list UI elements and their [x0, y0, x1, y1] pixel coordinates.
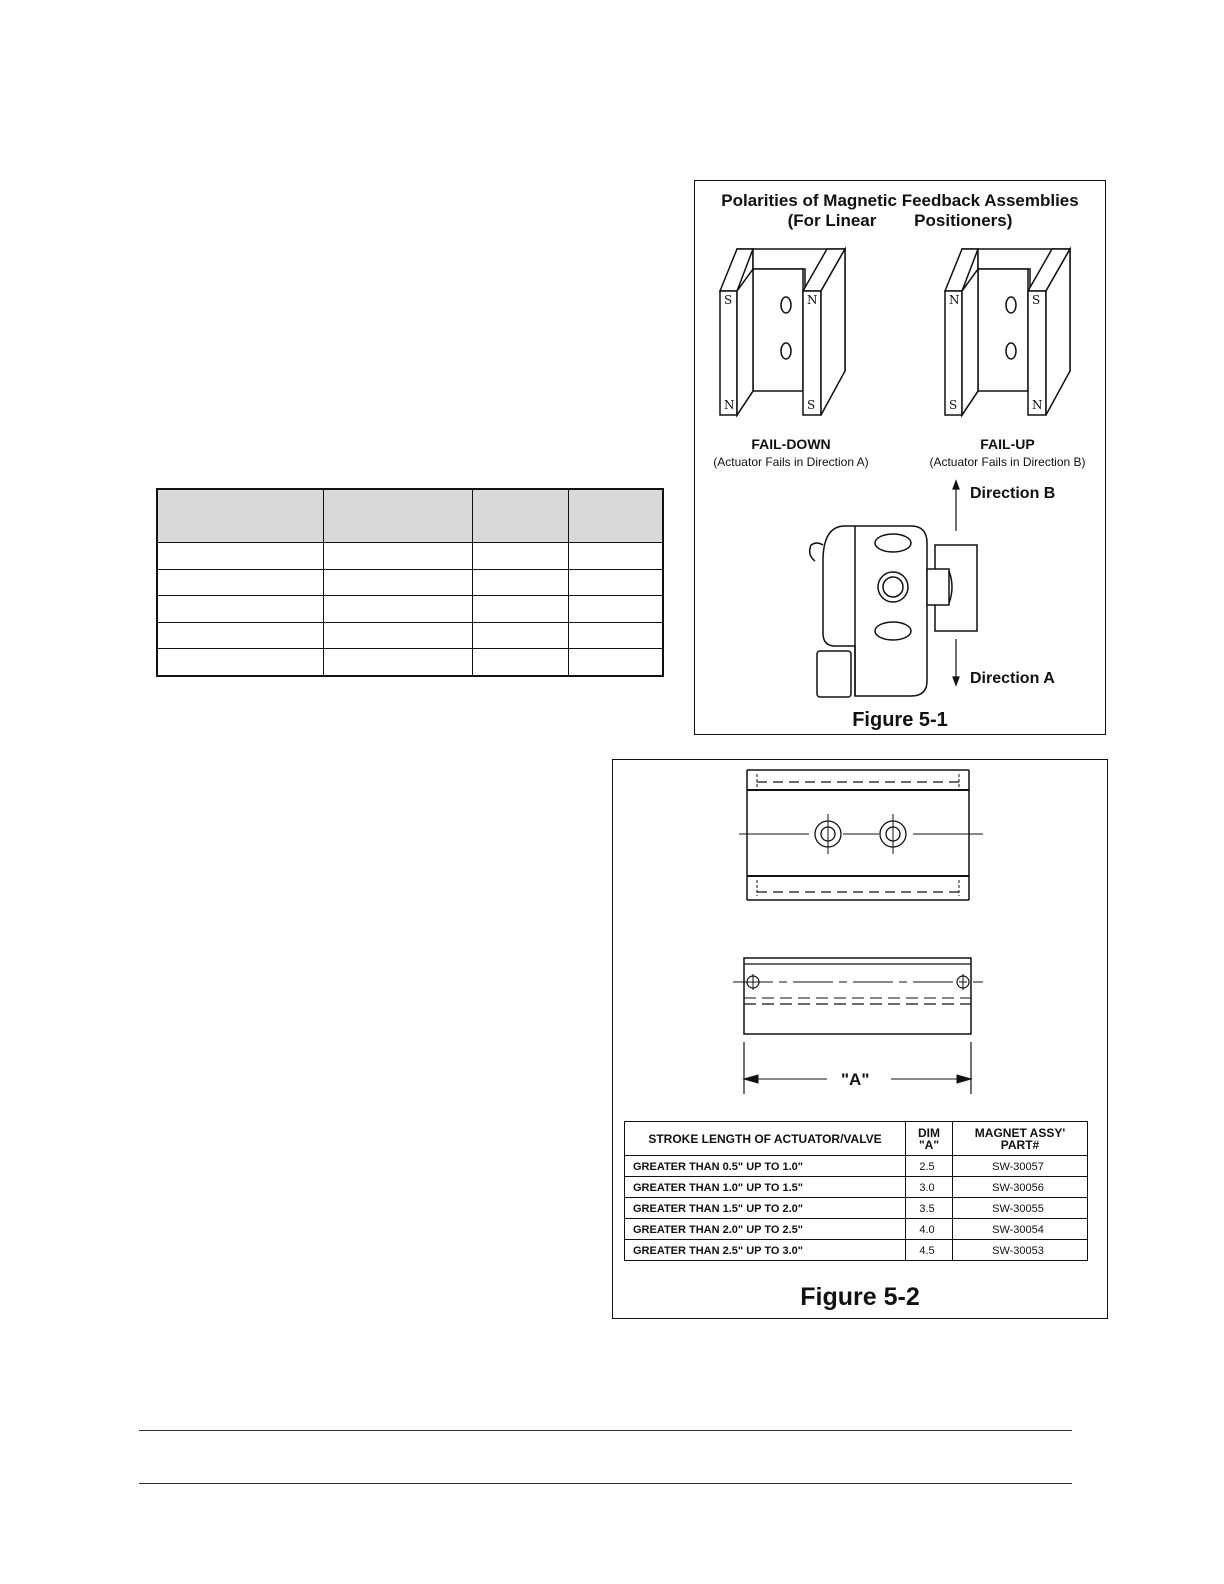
header-cell: [569, 489, 664, 543]
pole-label: S: [949, 398, 958, 412]
pole-label: S: [724, 293, 733, 307]
stroke-length-cell: GREATER THAN 1.0" UP TO 1.5": [625, 1177, 906, 1198]
title-line-1: Polarities of Magnetic Feedback Assemblies: [721, 191, 1079, 210]
fail-down-sub: (Actuator Fails in Direction A): [713, 455, 869, 469]
pole-label: S: [1032, 293, 1041, 307]
figure-5-1: [694, 180, 1106, 735]
figure-5-1-caption: Figure 5-1: [852, 709, 948, 731]
fail-up-magnet-icon: [945, 249, 1070, 415]
stroke-length-cell: GREATER THAN 2.0" UP TO 2.5": [625, 1219, 906, 1240]
footer-rule-top: [139, 1430, 1072, 1431]
header-cell: [473, 489, 569, 543]
figure-5-2-caption: Figure 5-2: [800, 1283, 920, 1311]
fail-up-label: FAIL-UP: [980, 436, 1035, 452]
direction-a-label: Direction A: [970, 670, 1055, 687]
fail-up-sub: (Actuator Fails in Direction B): [929, 455, 1086, 469]
direction-b-label: Direction B: [970, 485, 1056, 502]
magnet-top-view-icon: [739, 770, 983, 900]
dim-a-cell: 2.5: [906, 1156, 953, 1177]
table-row: [625, 1219, 1088, 1240]
part-number-header: MAGNET ASSY' PART#: [953, 1122, 1088, 1156]
footer-rule-bottom: [139, 1483, 1072, 1484]
pole-label: S: [807, 398, 816, 412]
fail-down-magnet-icon: [720, 249, 845, 415]
dimension-a-label: "A": [841, 1070, 870, 1089]
header-cell: [324, 489, 473, 543]
table-row: [157, 543, 663, 570]
magnet-side-view-icon: [733, 958, 983, 1034]
pole-label: N: [724, 398, 735, 412]
figure-5-2: [612, 759, 1108, 1319]
table-row: [625, 1198, 1088, 1219]
fail-down-label: FAIL-DOWN: [751, 436, 831, 452]
dim-a-cell: 4.0: [906, 1219, 953, 1240]
dim-a-cell: 3.0: [906, 1177, 953, 1198]
table-row: [157, 569, 663, 596]
table-row: [625, 1240, 1088, 1261]
part-number-cell: SW-30055: [953, 1198, 1088, 1219]
table-row: [157, 596, 663, 623]
part-number-cell: SW-30057: [953, 1156, 1088, 1177]
table-row: [157, 622, 663, 649]
magnet-assembly-table: [624, 1121, 1088, 1261]
stroke-length-cell: GREATER THAN 0.5" UP TO 1.0": [625, 1156, 906, 1177]
table-header-row: [625, 1122, 1088, 1156]
header-cell: [157, 489, 324, 543]
pole-label: N: [807, 293, 818, 307]
pole-label: N: [949, 293, 960, 307]
title-line-2: (For Linear Positioners): [787, 211, 1013, 230]
positioner-icon: [810, 526, 977, 697]
table-row: [625, 1156, 1088, 1177]
dim-a-cell: 3.5: [906, 1198, 953, 1219]
stroke-length-cell: GREATER THAN 2.5" UP TO 3.0": [625, 1240, 906, 1261]
pole-label: N: [1032, 398, 1043, 412]
dim-a-header: DIM "A": [906, 1122, 953, 1156]
part-number-cell: SW-30056: [953, 1177, 1088, 1198]
stroke-length-cell: GREATER THAN 1.5" UP TO 2.0": [625, 1198, 906, 1219]
table-header-row: [157, 489, 663, 543]
dim-a-cell: 4.5: [906, 1240, 953, 1261]
table-row: [625, 1177, 1088, 1198]
blank-table: [156, 488, 664, 677]
part-number-cell: SW-30053: [953, 1240, 1088, 1261]
table-row: [157, 649, 663, 676]
stroke-length-header: STROKE LENGTH OF ACTUATOR/VALVE: [625, 1122, 906, 1156]
part-number-cell: SW-30054: [953, 1219, 1088, 1240]
